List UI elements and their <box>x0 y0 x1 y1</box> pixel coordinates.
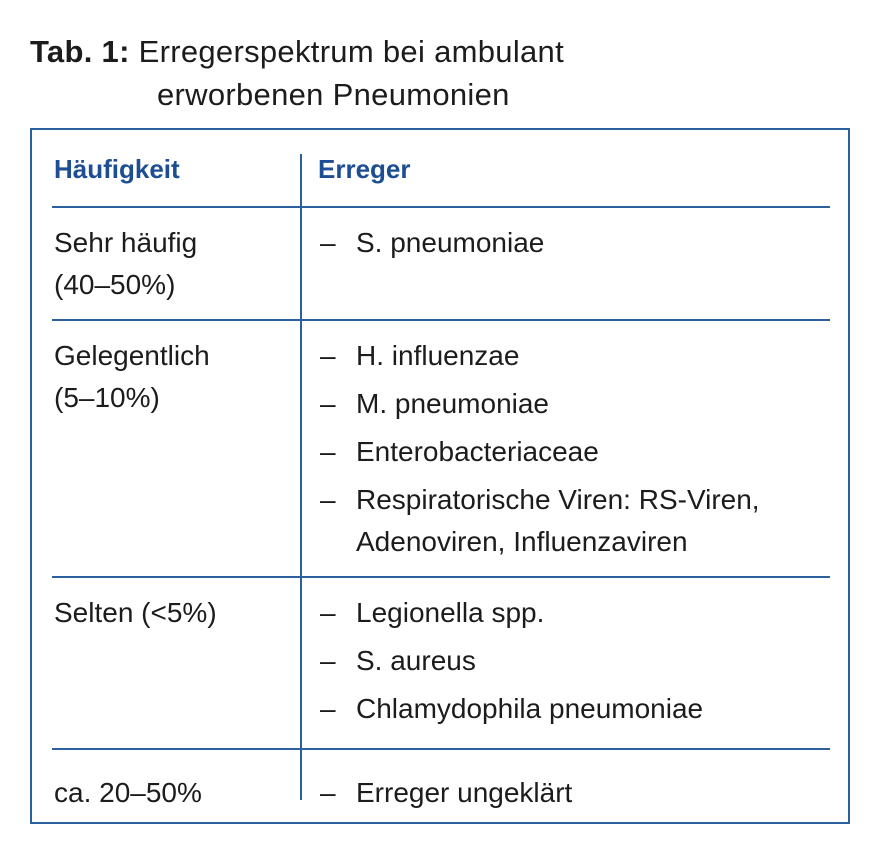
row-divider <box>52 748 830 750</box>
table-row-frequency <box>54 592 217 634</box>
caption-line-1 <box>30 30 564 73</box>
column-divider <box>300 154 302 800</box>
list-item: – Erreger ungeklärt <box>320 777 573 808</box>
table-row-frequency <box>54 772 202 814</box>
row-divider <box>52 319 830 321</box>
list-item: – Enterobacteriaceae <box>320 436 599 467</box>
list-item: – S. pneumoniae <box>320 227 545 258</box>
table-caption <box>30 30 564 116</box>
frequency-label: Selten (<5%) <box>54 597 217 628</box>
header-pathogen: Erreger <box>318 154 411 184</box>
frequency-label: Gelegentlich <box>54 340 210 371</box>
list-item: – Chlamydophila pneumoniae <box>320 693 704 724</box>
list-item: – H. influenzae <box>320 340 520 371</box>
table-row-pathogens <box>316 222 830 270</box>
table-row-frequency <box>54 222 197 306</box>
frequency-label: ca. 20–50% <box>54 777 202 808</box>
pathogen-table <box>30 128 850 824</box>
caption-title-line-1: Erregerspektrum bei ambulant <box>138 34 564 69</box>
table-row-pathogens <box>316 772 830 820</box>
list-item: – M. pneumoniae <box>320 388 550 419</box>
list-item: – S. aureus <box>320 645 476 676</box>
frequency-percent: (40–50%) <box>54 269 176 300</box>
table-row-frequency <box>54 335 210 419</box>
frequency-label: Sehr häufig <box>54 227 198 258</box>
frequency-percent: (5–10%) <box>54 382 160 413</box>
caption-label: Tab. 1: <box>30 34 130 69</box>
list-item: – Respiratorische Viren: RS-Viren, Adenoviren, Influenzaviren <box>320 484 760 557</box>
caption-title-line-2: erworbenen Pneumonien <box>157 77 510 112</box>
table-row-pathogens <box>316 592 830 736</box>
list-item: – Legionella spp. <box>320 597 545 628</box>
table-row-pathogens <box>316 335 830 569</box>
header-frequency: Häufigkeit <box>54 154 180 184</box>
row-divider <box>52 206 830 208</box>
row-divider <box>52 576 830 578</box>
